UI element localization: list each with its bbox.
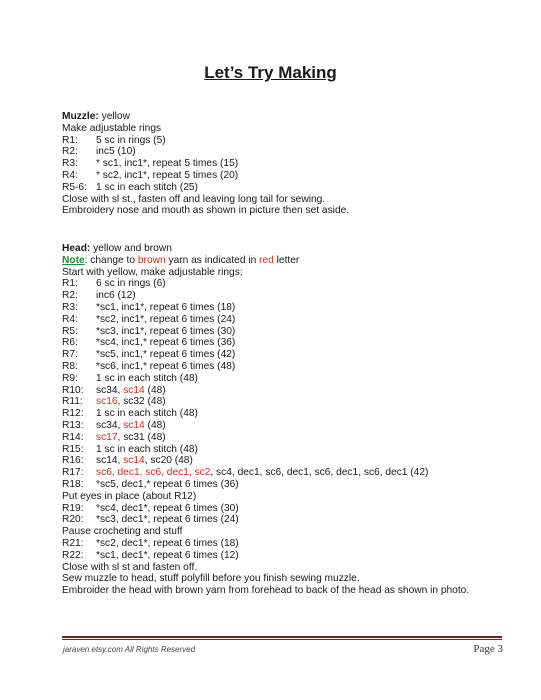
row-text bbox=[96, 455, 193, 467]
row-label: R3: bbox=[62, 158, 78, 170]
head-row bbox=[62, 467, 469, 479]
head-row bbox=[62, 373, 469, 385]
muzzle-colors: yellow bbox=[98, 111, 130, 122]
row-text bbox=[96, 432, 166, 444]
muzzle-row bbox=[62, 135, 349, 147]
note-text: yarn as indicated in bbox=[165, 254, 260, 266]
row-label: R22: bbox=[62, 549, 84, 561]
row-text-brown: sc14 bbox=[123, 419, 145, 431]
row-text bbox=[96, 467, 428, 479]
row-text-plain: (48) bbox=[144, 419, 166, 431]
note-text: : change to bbox=[84, 254, 138, 266]
head-sew: Sew muzzle to head, stuff polyfill before you finish sewing muzzle. bbox=[62, 573, 360, 585]
head-row bbox=[62, 278, 469, 290]
muzzle-label: Muzzle: bbox=[62, 111, 99, 122]
head-heading bbox=[62, 243, 469, 255]
row-text bbox=[96, 420, 166, 432]
row-text: * sc1, inc1*, repeat 5 times (15) bbox=[96, 158, 239, 170]
row-text: 1 sc in each stitch (48) bbox=[96, 372, 198, 384]
head-eyes: Put eyes in place (about R12) bbox=[62, 490, 197, 502]
row-label: R13: bbox=[62, 419, 84, 431]
row-label: R1: bbox=[62, 134, 78, 146]
head-row bbox=[62, 326, 469, 338]
head-row bbox=[62, 314, 469, 326]
head-note bbox=[62, 255, 469, 267]
row-label: R5: bbox=[62, 325, 78, 337]
head-row bbox=[62, 408, 469, 420]
row-text: *sc3, inc1*, repeat 6 times (30) bbox=[96, 325, 236, 337]
row-text-plain: (48) bbox=[144, 384, 166, 396]
footer-divider bbox=[62, 636, 502, 638]
head-row bbox=[62, 337, 469, 349]
muzzle-intro: Make adjustable rings bbox=[62, 122, 162, 134]
head-close: Close with sl st and fasten off. bbox=[62, 561, 198, 573]
row-label: R19: bbox=[62, 502, 84, 514]
muzzle-row bbox=[62, 158, 349, 170]
row-label: R6: bbox=[62, 337, 78, 349]
row-label: R2: bbox=[62, 290, 78, 302]
row-label: R21: bbox=[62, 537, 84, 549]
head-embroider: Embroider the head with brown yarn from forehead to back of the head as shown in photo. bbox=[62, 585, 470, 597]
row-text: *sc4, inc1,* repeat 6 times (36) bbox=[96, 337, 236, 349]
row-label: R10: bbox=[62, 384, 84, 396]
note-label: Note bbox=[62, 254, 85, 266]
head-row bbox=[62, 349, 469, 361]
footer-divider-thin bbox=[62, 639, 502, 640]
row-text bbox=[96, 385, 166, 397]
row-text-brown: sc6, dec1, sc6, dec1, sc2 bbox=[96, 467, 211, 479]
page-number: Page 3 bbox=[473, 643, 503, 655]
row-text: *sc1, inc1*, repeat 6 times (18) bbox=[96, 301, 236, 313]
row-text: inc6 (12) bbox=[96, 290, 136, 302]
page-title: Let’s Try Making bbox=[204, 63, 337, 82]
head-start: Start with yellow, make adjustable rings; bbox=[62, 266, 243, 278]
row-label: R9: bbox=[62, 372, 78, 384]
row-label: R15: bbox=[62, 443, 84, 455]
row-label: R1: bbox=[62, 278, 78, 290]
row-text: inc5 (10) bbox=[96, 146, 136, 158]
row-label: R8: bbox=[62, 360, 78, 372]
head-row bbox=[62, 385, 469, 397]
row-text-plain: sc34, bbox=[96, 384, 124, 396]
row-label: R18: bbox=[62, 478, 84, 490]
head-row bbox=[62, 455, 469, 467]
row-label: R5-6: bbox=[62, 181, 87, 193]
head-row bbox=[62, 302, 469, 314]
muzzle-embroider: Embroidery nose and mouth as shown in picture then set aside. bbox=[62, 205, 350, 217]
row-text bbox=[96, 396, 166, 408]
row-text: *sc6, inc1,* repeat 6 times (48) bbox=[96, 360, 236, 372]
row-text: *sc2, dec1*, repeat 6 times (18) bbox=[96, 537, 239, 549]
head-row bbox=[62, 550, 469, 562]
head-pause: Pause crocheting and stuff bbox=[62, 526, 183, 538]
head-label: Head bbox=[62, 243, 87, 254]
row-label: R7: bbox=[62, 349, 78, 361]
row-text-plain: , sc31 (48) bbox=[117, 431, 166, 443]
row-text-plain: , sc20 (48) bbox=[144, 455, 193, 467]
note-text: letter bbox=[273, 254, 300, 266]
head-section bbox=[62, 243, 469, 597]
head-row bbox=[62, 514, 469, 526]
head-row bbox=[62, 538, 469, 550]
row-text: 1 sc in each stitch (48) bbox=[96, 443, 198, 455]
muzzle-row bbox=[62, 182, 349, 194]
row-text: *sc2, inc1*, repeat 6 times (24) bbox=[96, 313, 236, 325]
head-colors: yellow and brown bbox=[90, 243, 172, 254]
head-colon: : bbox=[86, 243, 91, 254]
head-row bbox=[62, 290, 469, 302]
head-row bbox=[62, 444, 469, 456]
row-label: R11: bbox=[62, 396, 83, 408]
muzzle-section bbox=[62, 111, 349, 217]
row-text: 6 sc in rings (6) bbox=[96, 278, 166, 290]
muzzle-close: Close with sl st., fasten off and leaving long tail for sewing. bbox=[62, 193, 326, 205]
row-label: R4: bbox=[62, 169, 78, 181]
row-text: 1 sc in each stitch (25) bbox=[96, 181, 198, 193]
row-text-brown: sc16 bbox=[96, 396, 118, 408]
row-text: *sc3, dec1*, repeat 6 times (24) bbox=[96, 514, 239, 526]
row-text: 5 sc in rings (5) bbox=[96, 134, 166, 146]
footer-copyright: jaraven.etsy.com All Rights Reserved bbox=[63, 645, 196, 654]
note-red: red bbox=[259, 254, 274, 266]
head-row bbox=[62, 420, 469, 432]
head-row bbox=[62, 361, 469, 373]
head-row bbox=[62, 503, 469, 515]
muzzle-row bbox=[62, 170, 349, 182]
row-text: *sc5, dec1,* repeat 6 times (36) bbox=[96, 478, 239, 490]
row-text: * sc2, inc1*, repeat 5 times (20) bbox=[96, 169, 239, 181]
row-label: R3: bbox=[62, 301, 78, 313]
row-label: R16: bbox=[62, 455, 84, 467]
row-text: *sc5, inc1,* repeat 6 times (42) bbox=[96, 349, 236, 361]
row-text-plain: , sc4, dec1, sc6, dec1, sc6, dec1, sc6, dec1 (42) bbox=[210, 467, 429, 479]
row-text-plain: sc14, bbox=[96, 455, 124, 467]
row-label: R14: bbox=[62, 431, 84, 443]
row-text-plain: sc34, bbox=[96, 419, 124, 431]
row-label: R2: bbox=[62, 146, 78, 158]
row-text-brown: sc14 bbox=[123, 455, 145, 467]
row-text: 1 sc in each stitch (48) bbox=[96, 408, 198, 420]
row-text: *sc1, dec1*, repeat 6 times (12) bbox=[96, 549, 239, 561]
row-label: R17: bbox=[62, 467, 84, 479]
muzzle-row bbox=[62, 146, 349, 158]
muzzle-heading bbox=[62, 111, 349, 123]
note-brown: brown bbox=[137, 254, 166, 266]
row-label: R4: bbox=[62, 313, 78, 325]
row-label: R12: bbox=[62, 408, 84, 420]
row-text: *sc4, dec1*, repeat 6 times (30) bbox=[96, 502, 239, 514]
row-text-brown: sc14 bbox=[123, 384, 145, 396]
row-text-plain: , sc32 (48) bbox=[117, 396, 166, 408]
head-row bbox=[62, 396, 469, 408]
head-row bbox=[62, 432, 469, 444]
row-text-brown: sc17 bbox=[96, 431, 118, 443]
head-row bbox=[62, 479, 469, 491]
row-label: R20: bbox=[62, 514, 84, 526]
